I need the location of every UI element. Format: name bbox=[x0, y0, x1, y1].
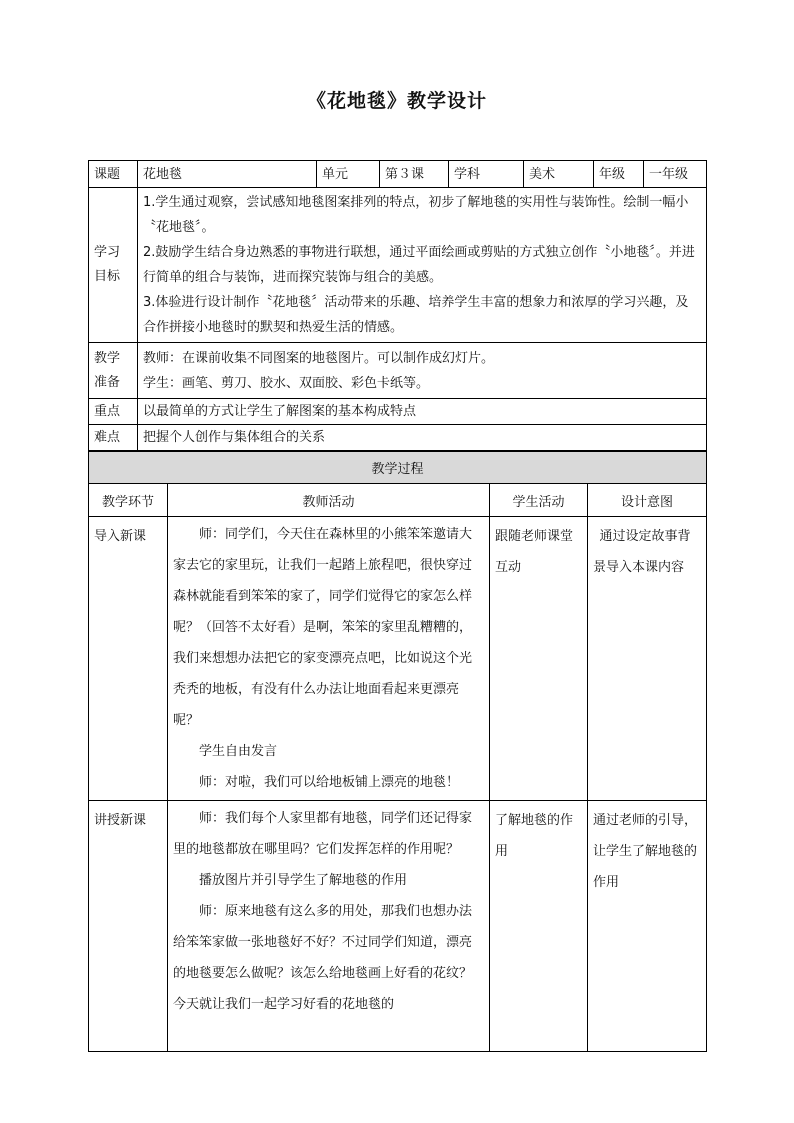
intent-cell: 通过老师的引导，让学生了解地毯的作用 bbox=[588, 801, 707, 1052]
subject-value: 美术 bbox=[524, 161, 594, 188]
teacher-paragraph: 师：同学们，今天住在森林里的小熊笨笨邀请大家去它的家里玩，让我们一起踏上旅程吧，很快穿过森林就能看到笨笨的家了，同学们觉得它的家怎么样呢？（回答不太好看）是啊，笨笨的家里乱糟糟的，我们来想想办法把它的家变漂亮点吧，比如说这个光秃秃的地板，有没有什么办法让地面看起来更漂亮呢？ bbox=[173, 527, 473, 728]
teacher-paragraph: 师：我们每个人家里都有地毯，同学们还记得家里的地毯都放在哪里吗？它们发挥怎样的作用呢？ bbox=[173, 811, 473, 857]
difficulty-label: 难点 bbox=[89, 425, 138, 451]
difficulty-value: 把握个人创作与集体组合的关系 bbox=[138, 425, 707, 451]
preparation-row bbox=[89, 343, 707, 399]
stage-cell: 讲授新课 bbox=[89, 801, 168, 1052]
key-point-label: 重点 bbox=[89, 399, 138, 425]
student-activity-cell: 了解地毯的作用 bbox=[490, 801, 588, 1052]
objective-item: 1.学生通过观察，尝试感知地毯图案排列的特点，初步了解地毯的实用性与装饰性。绘制一幅小〝花地毯〞。 bbox=[143, 195, 689, 235]
process-header-row bbox=[89, 484, 707, 517]
topic-label: 课题 bbox=[89, 161, 138, 188]
unit-label: 单元 bbox=[317, 161, 380, 188]
info-table bbox=[88, 160, 707, 451]
objective-item: 2.鼓励学生结合身边熟悉的事物进行联想，通过平面绘画或剪贴的方式独立创作〝小地毯〞。并进行简单的组合与装饰，进而探究装饰与组合的美感。 bbox=[143, 245, 695, 285]
objectives-content bbox=[138, 188, 707, 343]
objectives-label: 学习 目标 bbox=[89, 188, 138, 343]
unit-value: 第３课 bbox=[380, 161, 449, 188]
process-table bbox=[88, 451, 707, 1052]
teacher-activity-cell bbox=[168, 801, 490, 1052]
subject-label: 学科 bbox=[449, 161, 524, 188]
teacher-paragraph: 师：对啦，我们可以给地板铺上漂亮的地毯！ bbox=[199, 775, 460, 790]
process-title-row bbox=[89, 452, 707, 484]
key-point-row bbox=[89, 399, 707, 425]
grade-label: 年级 bbox=[594, 161, 644, 188]
objective-item: 3.体验进行设计制作〝花地毯〞活动带来的乐趣、培养学生丰富的想象力和浓厚的学习兴趣，及合作拼接小地毯时的默契和热爱生活的情感。 bbox=[143, 295, 689, 335]
preparation-content bbox=[138, 343, 707, 399]
grade-value: 一年级 bbox=[644, 161, 707, 188]
student-activity-cell: 跟随老师课堂互动 bbox=[490, 517, 588, 801]
objectives-row bbox=[89, 188, 707, 343]
process-title: 教学过程 bbox=[89, 452, 707, 484]
preparation-teacher: 教师：在课前收集不同图案的地毯图片。可以制作成幻灯片。 bbox=[143, 350, 495, 366]
teacher-paragraph: 播放图片并引导学生了解地毯的作用 bbox=[199, 873, 408, 888]
process-row-new-lesson bbox=[89, 801, 707, 1052]
teacher-paragraph: 学生自由发言 bbox=[199, 744, 278, 759]
intent-cell: 通过设定故事背景导入本课内容 bbox=[588, 517, 707, 801]
teacher-activity-cell bbox=[168, 517, 490, 801]
process-row-intro bbox=[89, 517, 707, 801]
stage-cell: 导入新课 bbox=[89, 517, 168, 801]
header-intent: 设计意图 bbox=[588, 484, 707, 517]
header-student: 学生活动 bbox=[490, 484, 588, 517]
key-point-value: 以最简单的方式让学生了解图案的基本构成特点 bbox=[138, 399, 707, 425]
preparation-label: 教学 准备 bbox=[89, 343, 138, 399]
info-row bbox=[89, 161, 707, 188]
header-teacher: 教师活动 bbox=[168, 484, 490, 517]
difficulty-row bbox=[89, 425, 707, 451]
topic-value: 花地毯 bbox=[138, 161, 317, 188]
page-title: 《花地毯》教学设计 bbox=[306, 90, 487, 112]
teacher-paragraph: 师：原来地毯有这么多的用处，那我们也想办法给笨笨家做一张地毯好不好？不过同学们知道，漂亮的地毯要怎么做呢？该怎么给地毯画上好看的花纹？今天就让我们一起学习好看的花地毯的 bbox=[173, 904, 473, 1012]
header-stage: 教学环节 bbox=[89, 484, 168, 517]
preparation-student: 学生：画笔、剪刀、胶水、双面胶、彩色卡纸等。 bbox=[143, 375, 430, 391]
